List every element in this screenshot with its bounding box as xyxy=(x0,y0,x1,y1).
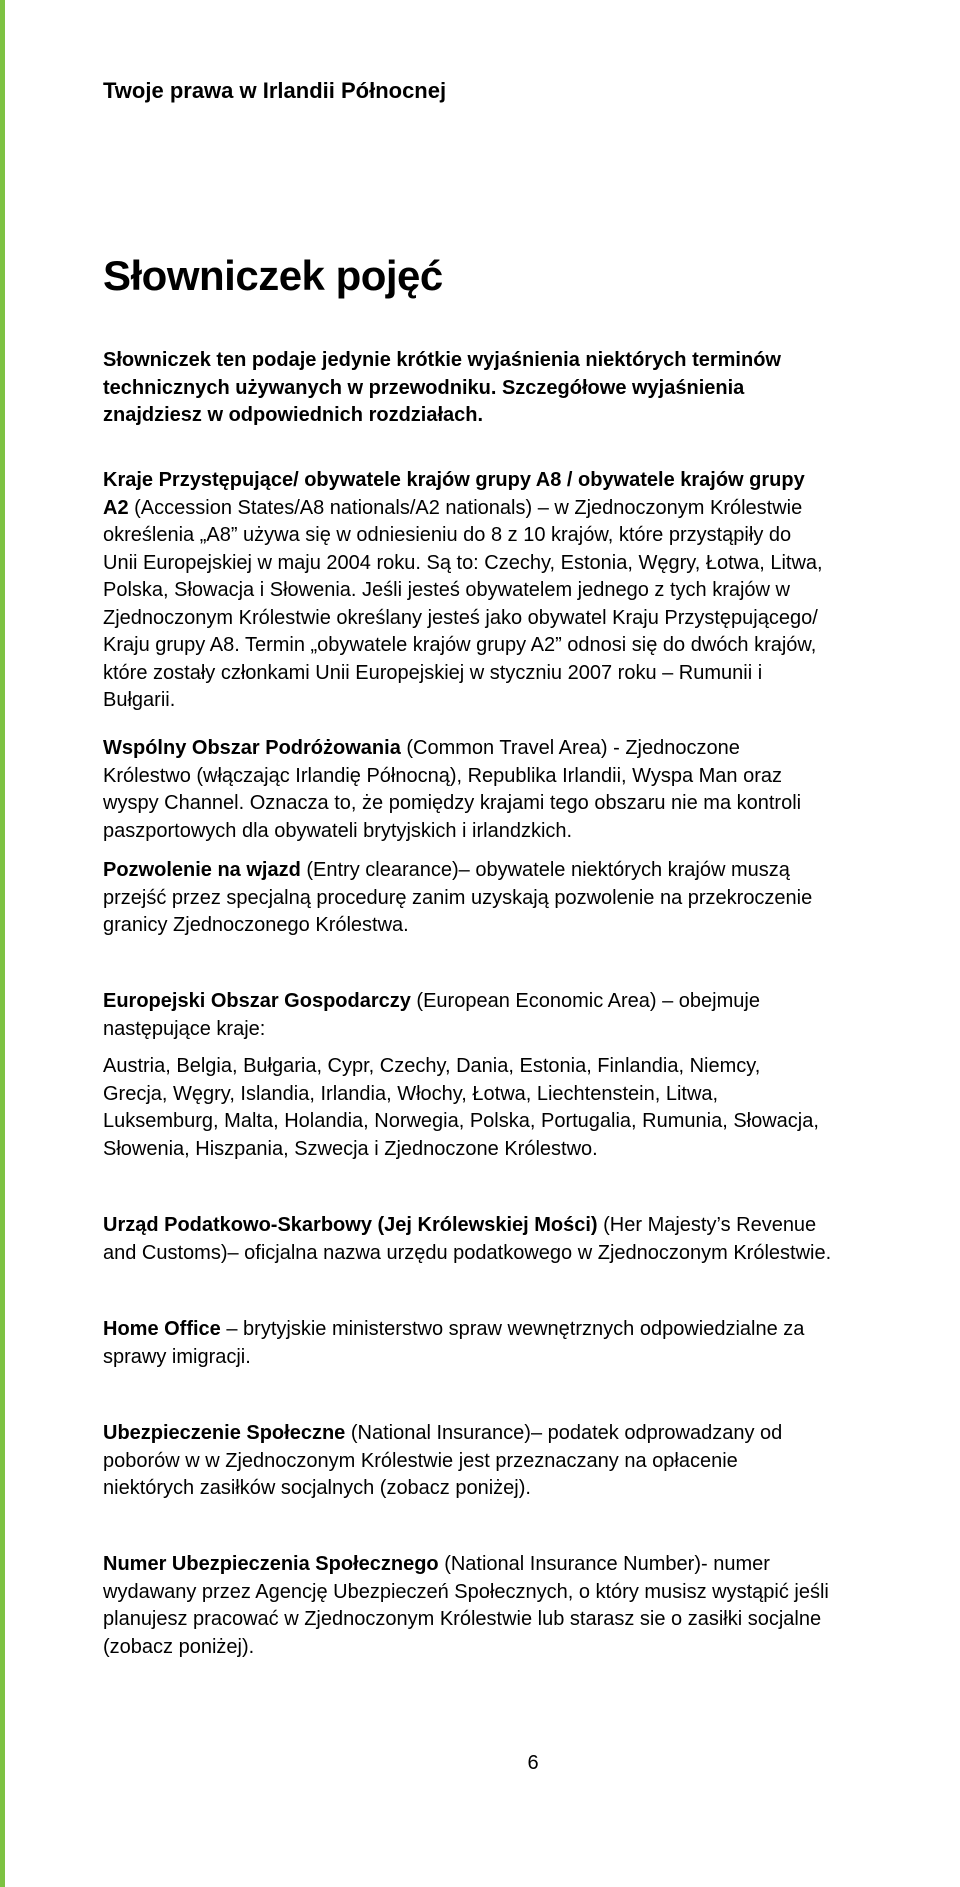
intro-line: znajdziesz w odpowiednich rozdziałach. xyxy=(103,404,484,426)
entry-line: sprawy imigracji. xyxy=(103,1345,251,1368)
country-list-line: Grecja, Węgry, Islandia, Irlandia, Włochy, Łotwa, Liechtenstein, Litwa, xyxy=(103,1082,719,1105)
entry-description: (Entry clearance)– obywatele niektórych krajów muszą xyxy=(300,859,790,881)
entry-term: Urząd Podatkowo-Skarbowy (Jej Królewskiej Mości) xyxy=(103,1214,598,1236)
entry-line xyxy=(103,1316,960,1344)
glossary-entry-european-economic-area xyxy=(103,988,960,1043)
entry-line xyxy=(103,735,960,763)
entry-line xyxy=(103,988,960,1016)
entry-description: (Her Majesty’s Revenue xyxy=(597,1214,817,1236)
intro-paragraph xyxy=(103,347,781,430)
country-list-line: Austria, Belgia, Bułgaria, Cypr, Czechy, Dania, Estonia, Finlandia, Niemcy, xyxy=(103,1055,761,1077)
entry-line: (zobacz poniżej). xyxy=(103,1635,255,1658)
entry-line: Zjednoczonym Królestwie określany jesteś jako obywatel Kraju Przystępującego/ xyxy=(103,606,818,629)
entry-line: przejść przez specjalną procedurę zanim uzyskają pozwolenie na przekroczenie xyxy=(103,886,813,909)
entry-line: określenia „A8” używa się w odniesieniu do 8 z 10 krajów, które przystąpiły do xyxy=(103,524,792,546)
entry-description: (Accession States/A8 nationals/A2 nationals) – w Zjednoczonym Królestwie xyxy=(128,496,803,519)
accent-bar xyxy=(0,0,5,1887)
intro-line: technicznych używanych w przewodniku. Szczegółowe wyjaśnienia xyxy=(103,376,745,399)
entry-description: – brytyjskie ministerstwo spraw wewnętrznych odpowiedzialne za xyxy=(220,1318,805,1340)
page-title: Słowniczek pojęć xyxy=(103,252,443,299)
entry-line: planujesz pracować w Zjednoczonym Królestwie lub starasz sie o zasiłki socjalne xyxy=(103,1608,822,1630)
entry-line xyxy=(103,1212,960,1240)
entry-term: Wspólny Obszar Podróżowania xyxy=(103,737,401,759)
entry-line: Kraju grupy A8. Termin „obywatele krajów grupy A2” odnosi się do dwóch krajów, xyxy=(103,634,817,656)
entry-description: (National Insurance Number)- numer xyxy=(438,1553,770,1575)
entry-line: and Customs)– oficjalna nazwa urzędu podatkowego w Zjednoczonym Królestwie. xyxy=(103,1241,832,1264)
entry-line xyxy=(103,857,960,885)
entry-line: paszportowych dla obywateli brytyjskich i irlandzkich. xyxy=(103,819,573,842)
glossary-entry-entry-clearance xyxy=(103,857,960,940)
entry-line: które zostały członkami Unii Europejskiej w styczniu 2007 roku – Rumunii i xyxy=(103,661,763,684)
entry-line: poborów w w Zjednoczonym Królestwie jest przeznaczany na opłacenie xyxy=(103,1449,738,1472)
entry-line: następujące kraje: xyxy=(103,1017,266,1040)
entry-line: Królestwo (włączając Irlandię Północną), Republika Irlandii, Wyspa Man oraz xyxy=(103,764,783,787)
glossary-entry-hmrc xyxy=(103,1212,960,1267)
entry-line: granicy Zjednoczonego Królestwa. xyxy=(103,914,409,936)
entry-term: Europejski Obszar Gospodarczy xyxy=(103,990,411,1012)
entry-description: (European Economic Area) – obejmuje xyxy=(410,990,760,1012)
entry-description: (National Insurance)– podatek odprowadzany od xyxy=(345,1422,783,1444)
entry-line: wyspy Channel. Oznacza to, że pomiędzy krajami tego obszaru nie ma kontroli xyxy=(103,792,802,814)
intro-line: Słowniczek ten podaje jedynie krótkie wyjaśnienia niektórych terminów xyxy=(103,349,781,371)
country-list-line: Luksemburg, Malta, Holandia, Norwegia, Polska, Portugalia, Rumunia, Słowacja, xyxy=(103,1110,819,1132)
entry-line: Polska, Słowacja i Słowenia. Jeśli jesteś obywatelem jednego z tych krajów w xyxy=(103,579,790,601)
entry-line xyxy=(103,1420,960,1448)
entry-term: Ubezpieczenie Społeczne xyxy=(103,1422,346,1444)
entry-term: A2 xyxy=(103,496,129,519)
entry-line xyxy=(103,495,960,523)
glossary-entry-common-travel-area xyxy=(103,735,960,845)
running-header: Twoje prawa w Irlandii Północnej xyxy=(103,78,447,103)
glossary-entry-national-insurance-number xyxy=(103,1551,960,1661)
entry-description: (Common Travel Area) - Zjednoczone xyxy=(400,737,740,759)
entry-term: Numer Ubezpieczenia Społecznego xyxy=(103,1553,439,1575)
entry-term: Kraje Przystępujące/ obywatele krajów grupy A8 / obywatele krajów grupy xyxy=(103,469,805,491)
glossary-entry-home-office xyxy=(103,1316,960,1371)
entry-line xyxy=(103,1551,960,1579)
entry-line xyxy=(103,467,960,495)
eea-country-list xyxy=(103,1053,960,1163)
entry-line: Bułgarii. xyxy=(103,689,176,711)
entry-line: niektórych zasiłków socjalnych (zobacz poniżej). xyxy=(103,1477,531,1499)
entry-line: wydawany przez Agencję Ubezpieczeń Społecznych, o który musisz wystąpić jeśli xyxy=(103,1580,829,1603)
entry-term: Pozwolenie na wjazd xyxy=(103,859,301,881)
glossary-entry-accession-states xyxy=(103,467,960,715)
page-number: 6 xyxy=(527,1752,539,1774)
entry-line: Unii Europejskiej w maju 2004 roku. Są to: Czechy, Estonia, Węgry, Łotwa, Litwa, xyxy=(103,551,823,574)
entry-term: Home Office xyxy=(103,1318,221,1340)
country-list-line: Słowenia, Hiszpania, Szwecja i Zjednoczone Królestwo. xyxy=(103,1137,598,1160)
glossary-entry-national-insurance xyxy=(103,1420,960,1503)
